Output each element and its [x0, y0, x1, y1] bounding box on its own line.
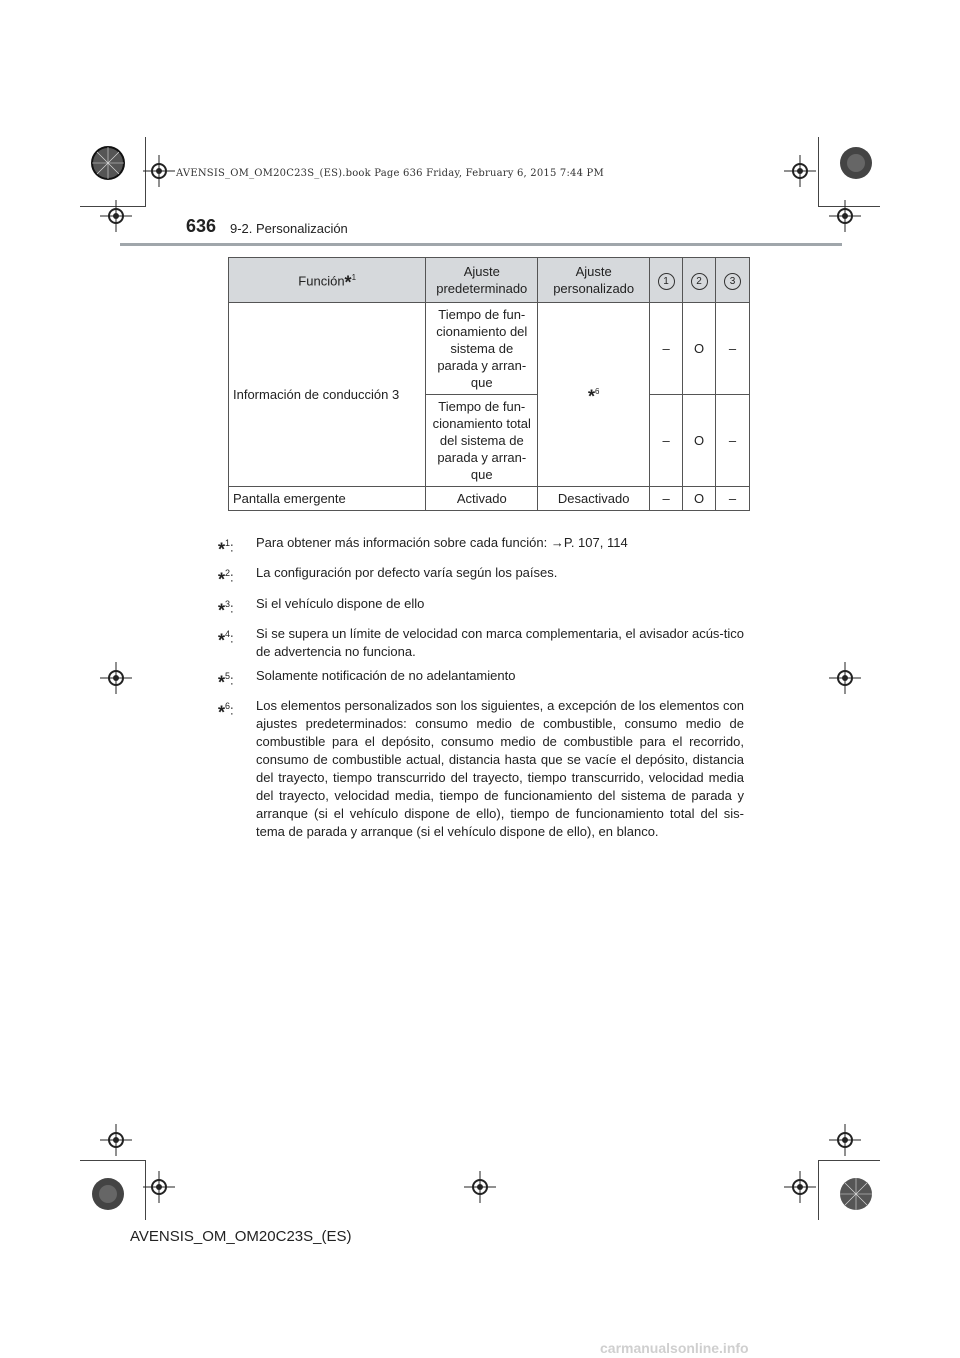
- table-header-row: [229, 258, 750, 303]
- crosshair-mark-icon: [143, 155, 175, 187]
- header-divider: [120, 243, 842, 246]
- cell-col-3: –: [716, 303, 750, 395]
- cell-col-3: –: [716, 487, 750, 511]
- watermark: carmanualsonline.info: [600, 1340, 749, 1356]
- footnote-text: Para obtener más información sobre cada función: →P. 107, 114: [256, 535, 628, 550]
- page-number: 636: [186, 216, 217, 236]
- cell-col-3: –: [716, 395, 750, 487]
- header-default-setting: Ajuste predeterminado: [426, 258, 538, 303]
- header-col-3: 3: [716, 258, 750, 303]
- book-info-line: AVENSIS_OM_OM20C23S_(ES).book Page 636 Friday, February 6, 2015 7:44 PM: [176, 168, 604, 179]
- cell-default: Tiempo de fun-cionamiento del sistema de parada y arran-que: [426, 303, 538, 395]
- header-col-2: 2: [683, 258, 716, 303]
- crosshair-mark-icon: [143, 1171, 175, 1203]
- table-row: [229, 303, 750, 395]
- cell-default: Tiempo de fun-cionamiento total del sistema de parada y arran-que: [426, 395, 538, 487]
- footnote: *$^5$: Solamente notificación de no adelantamiento: [218, 667, 744, 691]
- registration-mark-icon: [90, 1176, 126, 1212]
- footnote: *$^2$: La configuración por defecto varía según los países.: [218, 564, 744, 588]
- footnote-text: Los elementos personalizados son los siguientes, a excepción de los elementos con ajustes predeterminados: consumo medio de combustible, consumo medio de combustible para el depósito, consumo medio de combustible para el recorrido, consumo de combustible actual, distancia hasta que se vacíe el depósito, distancia del trayecto, tiempo transcurrido del trayecto, tiempo transcurrido, velocidad media del trayecto, velocidad media, tiempo de funcionamiento del sistema de parada y arranque (si el vehículo dispone de ello), tiempo de funcionamiento total del sis-tema de parada y arranque (si el vehículo dispone de ello), en blanco.: [256, 698, 744, 840]
- crosshair-mark-icon: [784, 1171, 816, 1203]
- cell-col-2: O: [683, 395, 716, 487]
- crosshair-mark-icon: [100, 200, 132, 232]
- footnote: *$^3$: Si el vehículo dispone de ello: [218, 595, 744, 619]
- footnote-text: La configuración por defecto varía según los países.: [256, 565, 558, 581]
- crop-mark: [818, 1160, 880, 1161]
- crosshair-mark-icon: [464, 1171, 496, 1203]
- crop-mark: [80, 1160, 145, 1161]
- crosshair-mark-icon: [784, 155, 816, 187]
- crosshair-mark-icon: [100, 1124, 132, 1156]
- footer-document-code: AVENSIS_OM_OM20C23S_(ES): [130, 1228, 352, 1245]
- crop-mark: [818, 137, 819, 207]
- cell-col-1: –: [650, 395, 683, 487]
- cell-default: Activado: [426, 487, 538, 511]
- footnote: *$^6$: Los elementos personalizados son los siguientes, a excepción de los elementos con ajustes predeterminados: consumo medio de combustible, consumo medio de combustible para el depósito, consumo medio de combustible para el recorrido, consumo de combustible actual, distancia hasta que se vacíe el depósito, distancia del trayecto, tiempo transcurrido del trayecto, tiempo transcurrido, velocidad media del trayecto, velocidad media, tiempo de funcionamiento del sistema de parada y arranque (si el vehículo dispone de ello), tiempo de funcionamiento total del sis-tema de parada y arranque (si el vehículo dispone de ello), en blanco.: [218, 698, 744, 840]
- cell-custom: Desactivado: [538, 487, 650, 511]
- header-custom-setting: Ajuste personalizado: [538, 258, 650, 303]
- footnotes: [218, 534, 744, 847]
- section-title: 9-2. Personalización: [230, 221, 348, 236]
- footnote: *$^4$: Si se supera un límite de velocidad con marca complementaria, el avisador acús-tico de advertencia no funciona.: [218, 625, 744, 659]
- footnote: *$^1$: Para obtener más información sobre cada función: →P. 107, 114: [218, 534, 744, 558]
- cell-function: Pantalla emergente: [229, 487, 426, 511]
- header-function: Función*$^1$: [229, 258, 426, 303]
- registration-mark-icon: [90, 145, 126, 181]
- cell-function: Información de conducción 3: [229, 303, 426, 487]
- registration-mark-icon: [838, 145, 874, 181]
- registration-mark-icon: [838, 1176, 874, 1212]
- cell-col-1: –: [650, 303, 683, 395]
- crosshair-mark-icon: [829, 200, 861, 232]
- table-row: [229, 487, 750, 511]
- crop-mark: [818, 1160, 819, 1220]
- crosshair-mark-icon: [829, 662, 861, 694]
- crosshair-mark-icon: [100, 662, 132, 694]
- cell-col-1: –: [650, 487, 683, 511]
- cell-custom: *$^6$: [538, 303, 650, 487]
- cell-col-2: O: [683, 487, 716, 511]
- customization-table: [228, 257, 750, 511]
- cell-col-2: O: [683, 303, 716, 395]
- footnote-text: Si el vehículo dispone de ello: [256, 595, 425, 611]
- header-col-1: 1: [650, 258, 683, 303]
- footnote-text: Si se supera un límite de velocidad con marca complementaria, el avisador acús-tico de advertencia no funciona.: [256, 625, 744, 659]
- footnote-text: Solamente notificación de no adelantamiento: [256, 667, 516, 683]
- crosshair-mark-icon: [829, 1124, 861, 1156]
